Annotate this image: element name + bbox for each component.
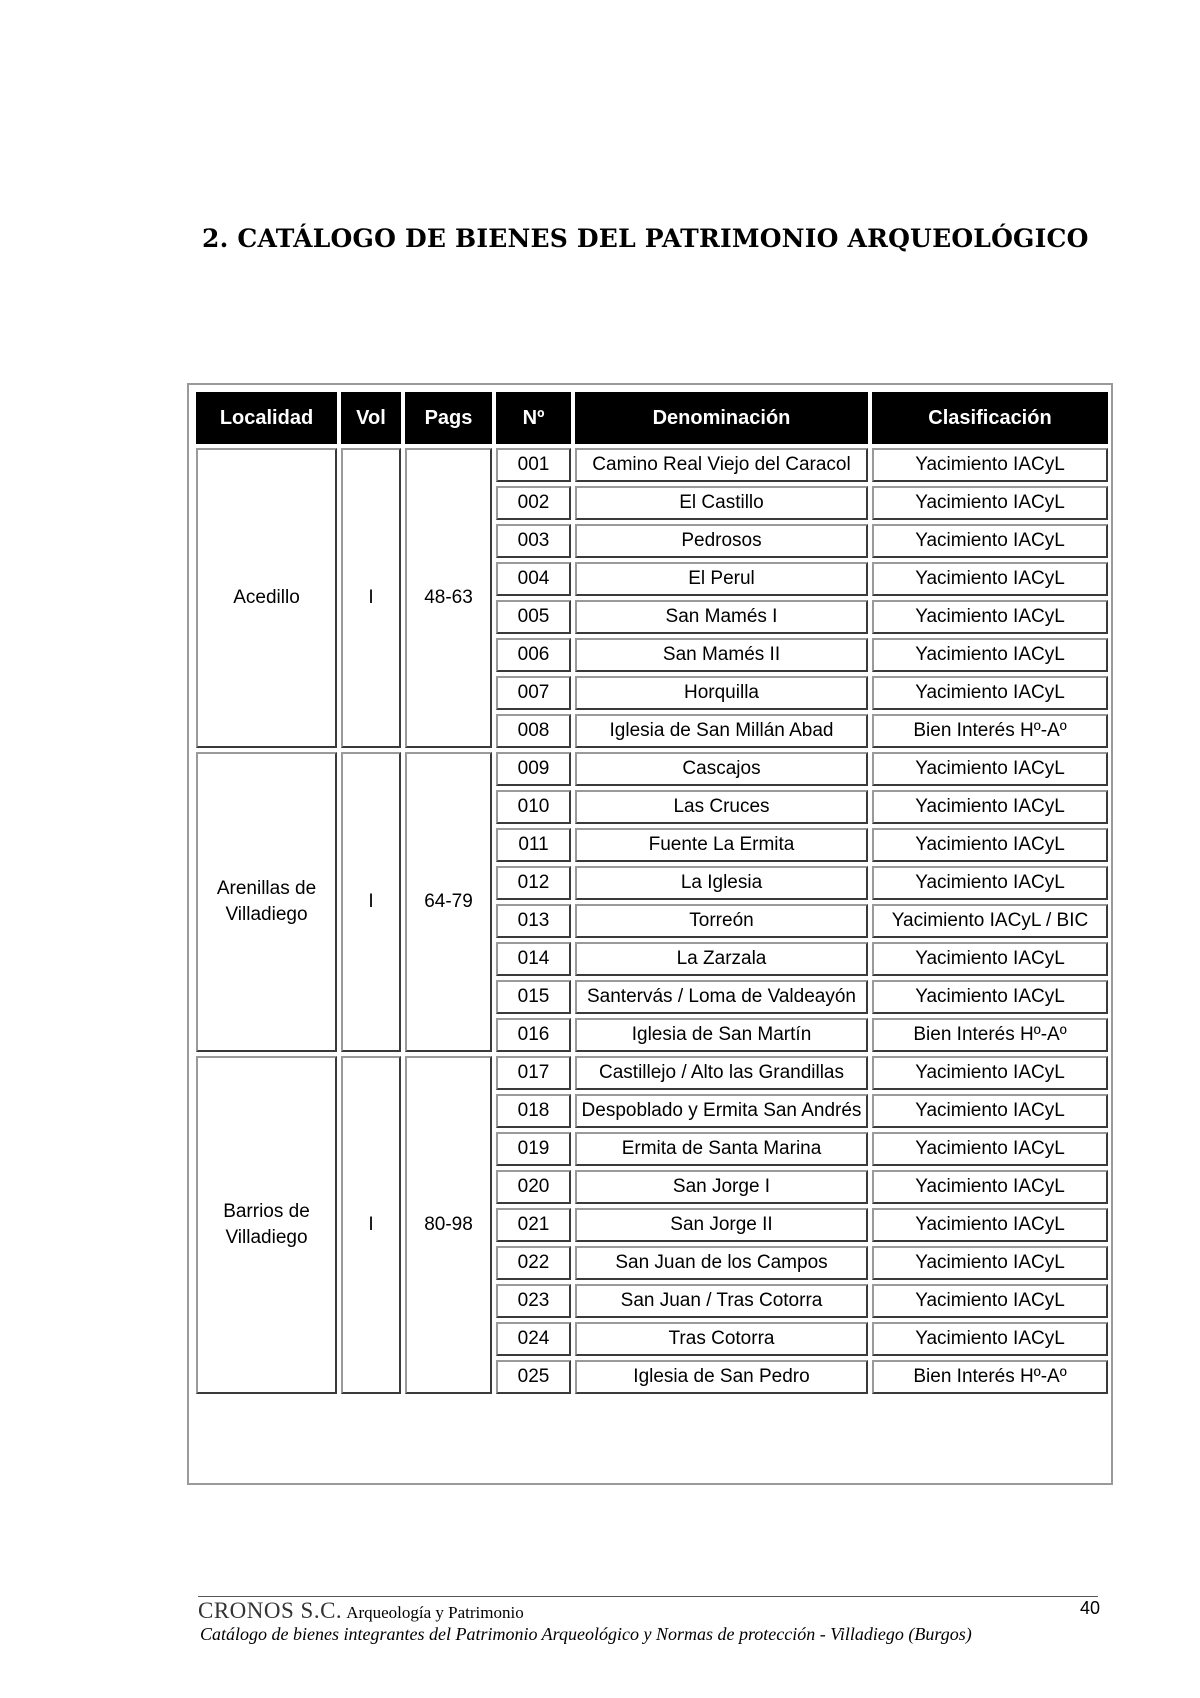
denominacion-cell: Iglesia de San Millán Abad bbox=[575, 714, 868, 748]
pags-cell: 64-79 bbox=[405, 752, 492, 1052]
localidad-cell: Barrios de Villadiego bbox=[196, 1056, 337, 1394]
denominacion-cell: San Juan de los Campos bbox=[575, 1246, 868, 1280]
footer-divider bbox=[198, 1596, 1098, 1597]
vol-cell: I bbox=[341, 448, 401, 748]
vol-cell: I bbox=[341, 1056, 401, 1394]
numero-cell: 017 bbox=[496, 1056, 571, 1090]
pags-cell: 80-98 bbox=[405, 1056, 492, 1394]
clasificacion-cell: Bien Interés Hº-Aº bbox=[872, 1018, 1108, 1052]
page-number: 40 bbox=[1079, 1598, 1100, 1618]
denominacion-cell: Camino Real Viejo del Caracol bbox=[575, 448, 868, 482]
table-header-row bbox=[196, 392, 1108, 444]
clasificacion-cell: Yacimiento IACyL bbox=[872, 980, 1108, 1014]
numero-cell: 024 bbox=[496, 1322, 571, 1356]
denominacion-cell: Cascajos bbox=[575, 752, 868, 786]
numero-cell: 001 bbox=[496, 448, 571, 482]
numero-cell: 018 bbox=[496, 1094, 571, 1128]
numero-cell: 016 bbox=[496, 1018, 571, 1052]
numero-cell: 005 bbox=[496, 600, 571, 634]
clasificacion-cell: Yacimiento IACyL bbox=[872, 486, 1108, 520]
header-denominacion: Denominación bbox=[575, 392, 868, 444]
numero-cell: 021 bbox=[496, 1208, 571, 1242]
denominacion-cell: Iglesia de San Pedro bbox=[575, 1360, 868, 1394]
numero-cell: 011 bbox=[496, 828, 571, 862]
clasificacion-cell: Yacimiento IACyL bbox=[872, 1132, 1108, 1166]
localidad-cell: Acedillo bbox=[196, 448, 337, 748]
denominacion-cell: Castillejo / Alto las Grandillas bbox=[575, 1056, 868, 1090]
denominacion-cell: Pedrosos bbox=[575, 524, 868, 558]
catalog-table bbox=[192, 388, 1112, 1398]
numero-cell: 008 bbox=[496, 714, 571, 748]
pags-cell: 48-63 bbox=[405, 448, 492, 748]
header-numero: Nº bbox=[496, 392, 571, 444]
clasificacion-cell: Yacimiento IACyL bbox=[872, 1322, 1108, 1356]
denominacion-cell: San Juan / Tras Cotorra bbox=[575, 1284, 868, 1318]
table-row bbox=[196, 752, 1108, 786]
clasificacion-cell: Yacimiento IACyL bbox=[872, 600, 1108, 634]
numero-cell: 002 bbox=[496, 486, 571, 520]
denominacion-cell: Horquilla bbox=[575, 676, 868, 710]
clasificacion-cell: Yacimiento IACyL bbox=[872, 1284, 1108, 1318]
clasificacion-cell: Yacimiento IACyL bbox=[872, 562, 1108, 596]
denominacion-cell: Despoblado y Ermita San Andrés bbox=[575, 1094, 868, 1128]
catalog-table-body bbox=[196, 448, 1108, 1394]
footer-brand-name: CRONOS S.C. bbox=[198, 1598, 343, 1623]
denominacion-cell: Torreón bbox=[575, 904, 868, 938]
catalog-table-frame bbox=[187, 383, 1113, 1485]
denominacion-cell: Ermita de Santa Marina bbox=[575, 1132, 868, 1166]
numero-cell: 007 bbox=[496, 676, 571, 710]
numero-cell: 019 bbox=[496, 1132, 571, 1166]
denominacion-cell: San Mamés I bbox=[575, 600, 868, 634]
denominacion-cell: El Perul bbox=[575, 562, 868, 596]
footer-brand bbox=[198, 1598, 524, 1624]
numero-cell: 025 bbox=[496, 1360, 571, 1394]
localidad-cell: Arenillas de Villadiego bbox=[196, 752, 337, 1052]
page-title: 2. CATÁLOGO DE BIENES DEL PATRIMONIO ARQUEOLÓGICO bbox=[202, 224, 1089, 253]
clasificacion-cell: Yacimiento IACyL bbox=[872, 524, 1108, 558]
denominacion-cell: San Mamés II bbox=[575, 638, 868, 672]
denominacion-cell: La Iglesia bbox=[575, 866, 868, 900]
denominacion-cell: San Jorge I bbox=[575, 1170, 868, 1204]
header-clasificacion: Clasificación bbox=[872, 392, 1108, 444]
denominacion-cell: Fuente La Ermita bbox=[575, 828, 868, 862]
table-row bbox=[196, 448, 1108, 482]
header-vol: Vol bbox=[341, 392, 401, 444]
clasificacion-cell: Yacimiento IACyL bbox=[872, 638, 1108, 672]
denominacion-cell: El Castillo bbox=[575, 486, 868, 520]
denominacion-cell: Iglesia de San Martín bbox=[575, 1018, 868, 1052]
numero-cell: 022 bbox=[496, 1246, 571, 1280]
clasificacion-cell: Yacimiento IACyL bbox=[872, 790, 1108, 824]
clasificacion-cell: Bien Interés Hº-Aº bbox=[872, 1360, 1108, 1394]
table-row bbox=[196, 1056, 1108, 1090]
numero-cell: 013 bbox=[496, 904, 571, 938]
footer-brand-tagline: Arqueología y Patrimonio bbox=[346, 1603, 524, 1622]
clasificacion-cell: Yacimiento IACyL bbox=[872, 1170, 1108, 1204]
numero-cell: 010 bbox=[496, 790, 571, 824]
numero-cell: 003 bbox=[496, 524, 571, 558]
header-localidad: Localidad bbox=[196, 392, 337, 444]
denominacion-cell: San Jorge II bbox=[575, 1208, 868, 1242]
vol-cell: I bbox=[341, 752, 401, 1052]
numero-cell: 006 bbox=[496, 638, 571, 672]
clasificacion-cell: Yacimiento IACyL / BIC bbox=[872, 904, 1108, 938]
clasificacion-cell: Bien Interés Hº-Aº bbox=[872, 714, 1108, 748]
denominacion-cell: La Zarzala bbox=[575, 942, 868, 976]
numero-cell: 004 bbox=[496, 562, 571, 596]
denominacion-cell: Santervás / Loma de Valdeayón bbox=[575, 980, 868, 1014]
clasificacion-cell: Yacimiento IACyL bbox=[872, 1246, 1108, 1280]
header-pags: Pags bbox=[405, 392, 492, 444]
numero-cell: 020 bbox=[496, 1170, 571, 1204]
clasificacion-cell: Yacimiento IACyL bbox=[872, 752, 1108, 786]
clasificacion-cell: Yacimiento IACyL bbox=[872, 1094, 1108, 1128]
numero-cell: 014 bbox=[496, 942, 571, 976]
clasificacion-cell: Yacimiento IACyL bbox=[872, 866, 1108, 900]
clasificacion-cell: Yacimiento IACyL bbox=[872, 1056, 1108, 1090]
denominacion-cell: Las Cruces bbox=[575, 790, 868, 824]
numero-cell: 023 bbox=[496, 1284, 571, 1318]
footer-subtitle: Catálogo de bienes integrantes del Patrimonio Arqueológico y Normas de protección - Villadiego (Burgos) bbox=[200, 1624, 972, 1644]
numero-cell: 015 bbox=[496, 980, 571, 1014]
clasificacion-cell: Yacimiento IACyL bbox=[872, 942, 1108, 976]
numero-cell: 012 bbox=[496, 866, 571, 900]
numero-cell: 009 bbox=[496, 752, 571, 786]
clasificacion-cell: Yacimiento IACyL bbox=[872, 828, 1108, 862]
clasificacion-cell: Yacimiento IACyL bbox=[872, 1208, 1108, 1242]
clasificacion-cell: Yacimiento IACyL bbox=[872, 448, 1108, 482]
denominacion-cell: Tras Cotorra bbox=[575, 1322, 868, 1356]
clasificacion-cell: Yacimiento IACyL bbox=[872, 676, 1108, 710]
